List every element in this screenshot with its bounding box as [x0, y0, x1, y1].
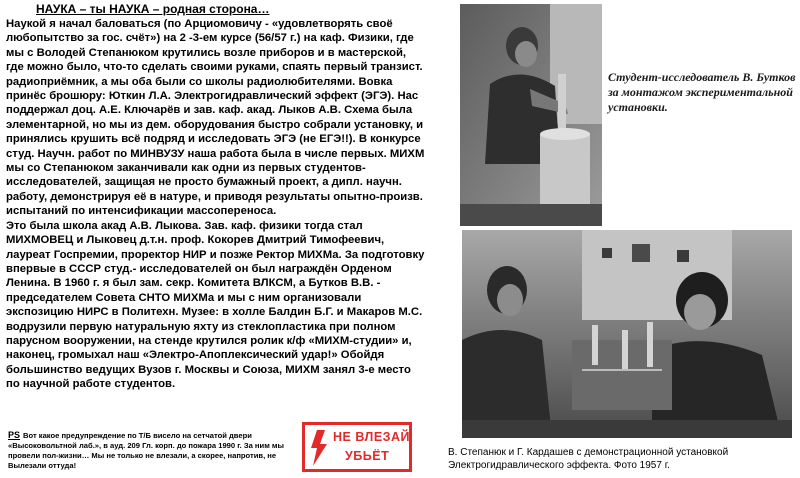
- ps-note: [8, 430, 300, 471]
- ps-text: Вот какое предупреждение по Т/Б висело на сетчатой двери «Высоковольтной лаб.», в ауд. 209 Гл. корп. до пожара 1990 г. За ним мы провели пол-жизни… Мы не только не влезали, а скорее, напротив, не Вылезали оттуда!: [8, 431, 285, 470]
- paragraph-1: Наукой я начал баловаться (по Арциомовичу - «удовлетворять своё любопытство за гос. счёт») на 2 -3-ем курсе (56/57 г.) на каф. Физики, где мы с Володей Степанюком крутились возле приборов и в мастерской, где можно было, что-то сделать своими руками, спаять первый транзист. радиоприёмник, а мы оба были со школы радиолюбителями. Вовка принёс брошюру: Юткин Л.А. Электрогидравлический эффект (ЭГЭ). Нас поддержал доц. А.Е. Ключарёв и зав. каф. акад. Лыков А.В. Схема была элементарной, но мы из дем. оборудования быстро собрали установку, и принялись крушить всё подряд и исследовать ЭГЭ (не ЕГЭ!!). В конкурсе студ. Научн. работ по МИНВУЗУ наша работа была в числе первых. МИХМ мы со Степанюком заканчивали как одни из первых студентов-исследователей, защищая не просто бумажный проект, а дипл. научн. работу, демонстрируя её в натуре, и приводя результаты опытно-произв. испытаний по интенсификации массопереноса.: [6, 18, 425, 218]
- article-heading: НАУКА – ты НАУКА – родная сторона…: [36, 2, 270, 16]
- warning-sign-line2: УБЬЁТ: [345, 449, 390, 463]
- warning-sign: [302, 422, 412, 472]
- article-column: [6, 2, 426, 392]
- photo-student-researcher: [460, 4, 602, 226]
- lightning-bolt-icon: [309, 430, 329, 466]
- caption-top-photo: Студент-исследователь В. Бутков за монтажом экспериментальной установки.: [608, 70, 796, 114]
- warning-sign-line1: НЕ ВЛЕЗАЙ: [333, 430, 411, 444]
- article-body: [6, 17, 426, 392]
- ps-label: PS: [8, 430, 21, 440]
- photo-demonstration-setup: [462, 230, 792, 438]
- paragraph-2: Это была школа акад А.В. Лыкова. Зав. каф. физики тогда стал МИХМОВЕЦ и Лыковец д.т.н. проф. Кокорев Дмитрий Тимофеевич, лауреат Госпремии, проректор НИР и позже Ректор МИХМа. За подготовку впервые в СССР студ.- исследователей он был награждён Орденом Ленина. В 1960 г. я был зам. секр. Комитета ВЛКСМ, а Бутков В.В. - председателем Совета СНТО МИХМа и мы с ним организовали экспозицию НИРС в Политехн. Музее: в холле Балдин Б.Г. и Макаров М.С. водрузили первую натуральную яхту из стеклопластика при полном парусном вооружении, на стенде крутился ролик к/ф «МИХМ-студии» и, наконец, громыхал наш «Электро-Апоплексический удар!» Обойдя большинство ведущих Вузов г. Москвы и Союза, МИХМ занял 3-е место по научной работе студентов.: [6, 219, 425, 391]
- caption-bottom-photo: В. Степанюк и Г. Кардашев с демонстрационной установкой Электрогидравлического эффекта. Фото 1957 г.: [448, 447, 729, 471]
